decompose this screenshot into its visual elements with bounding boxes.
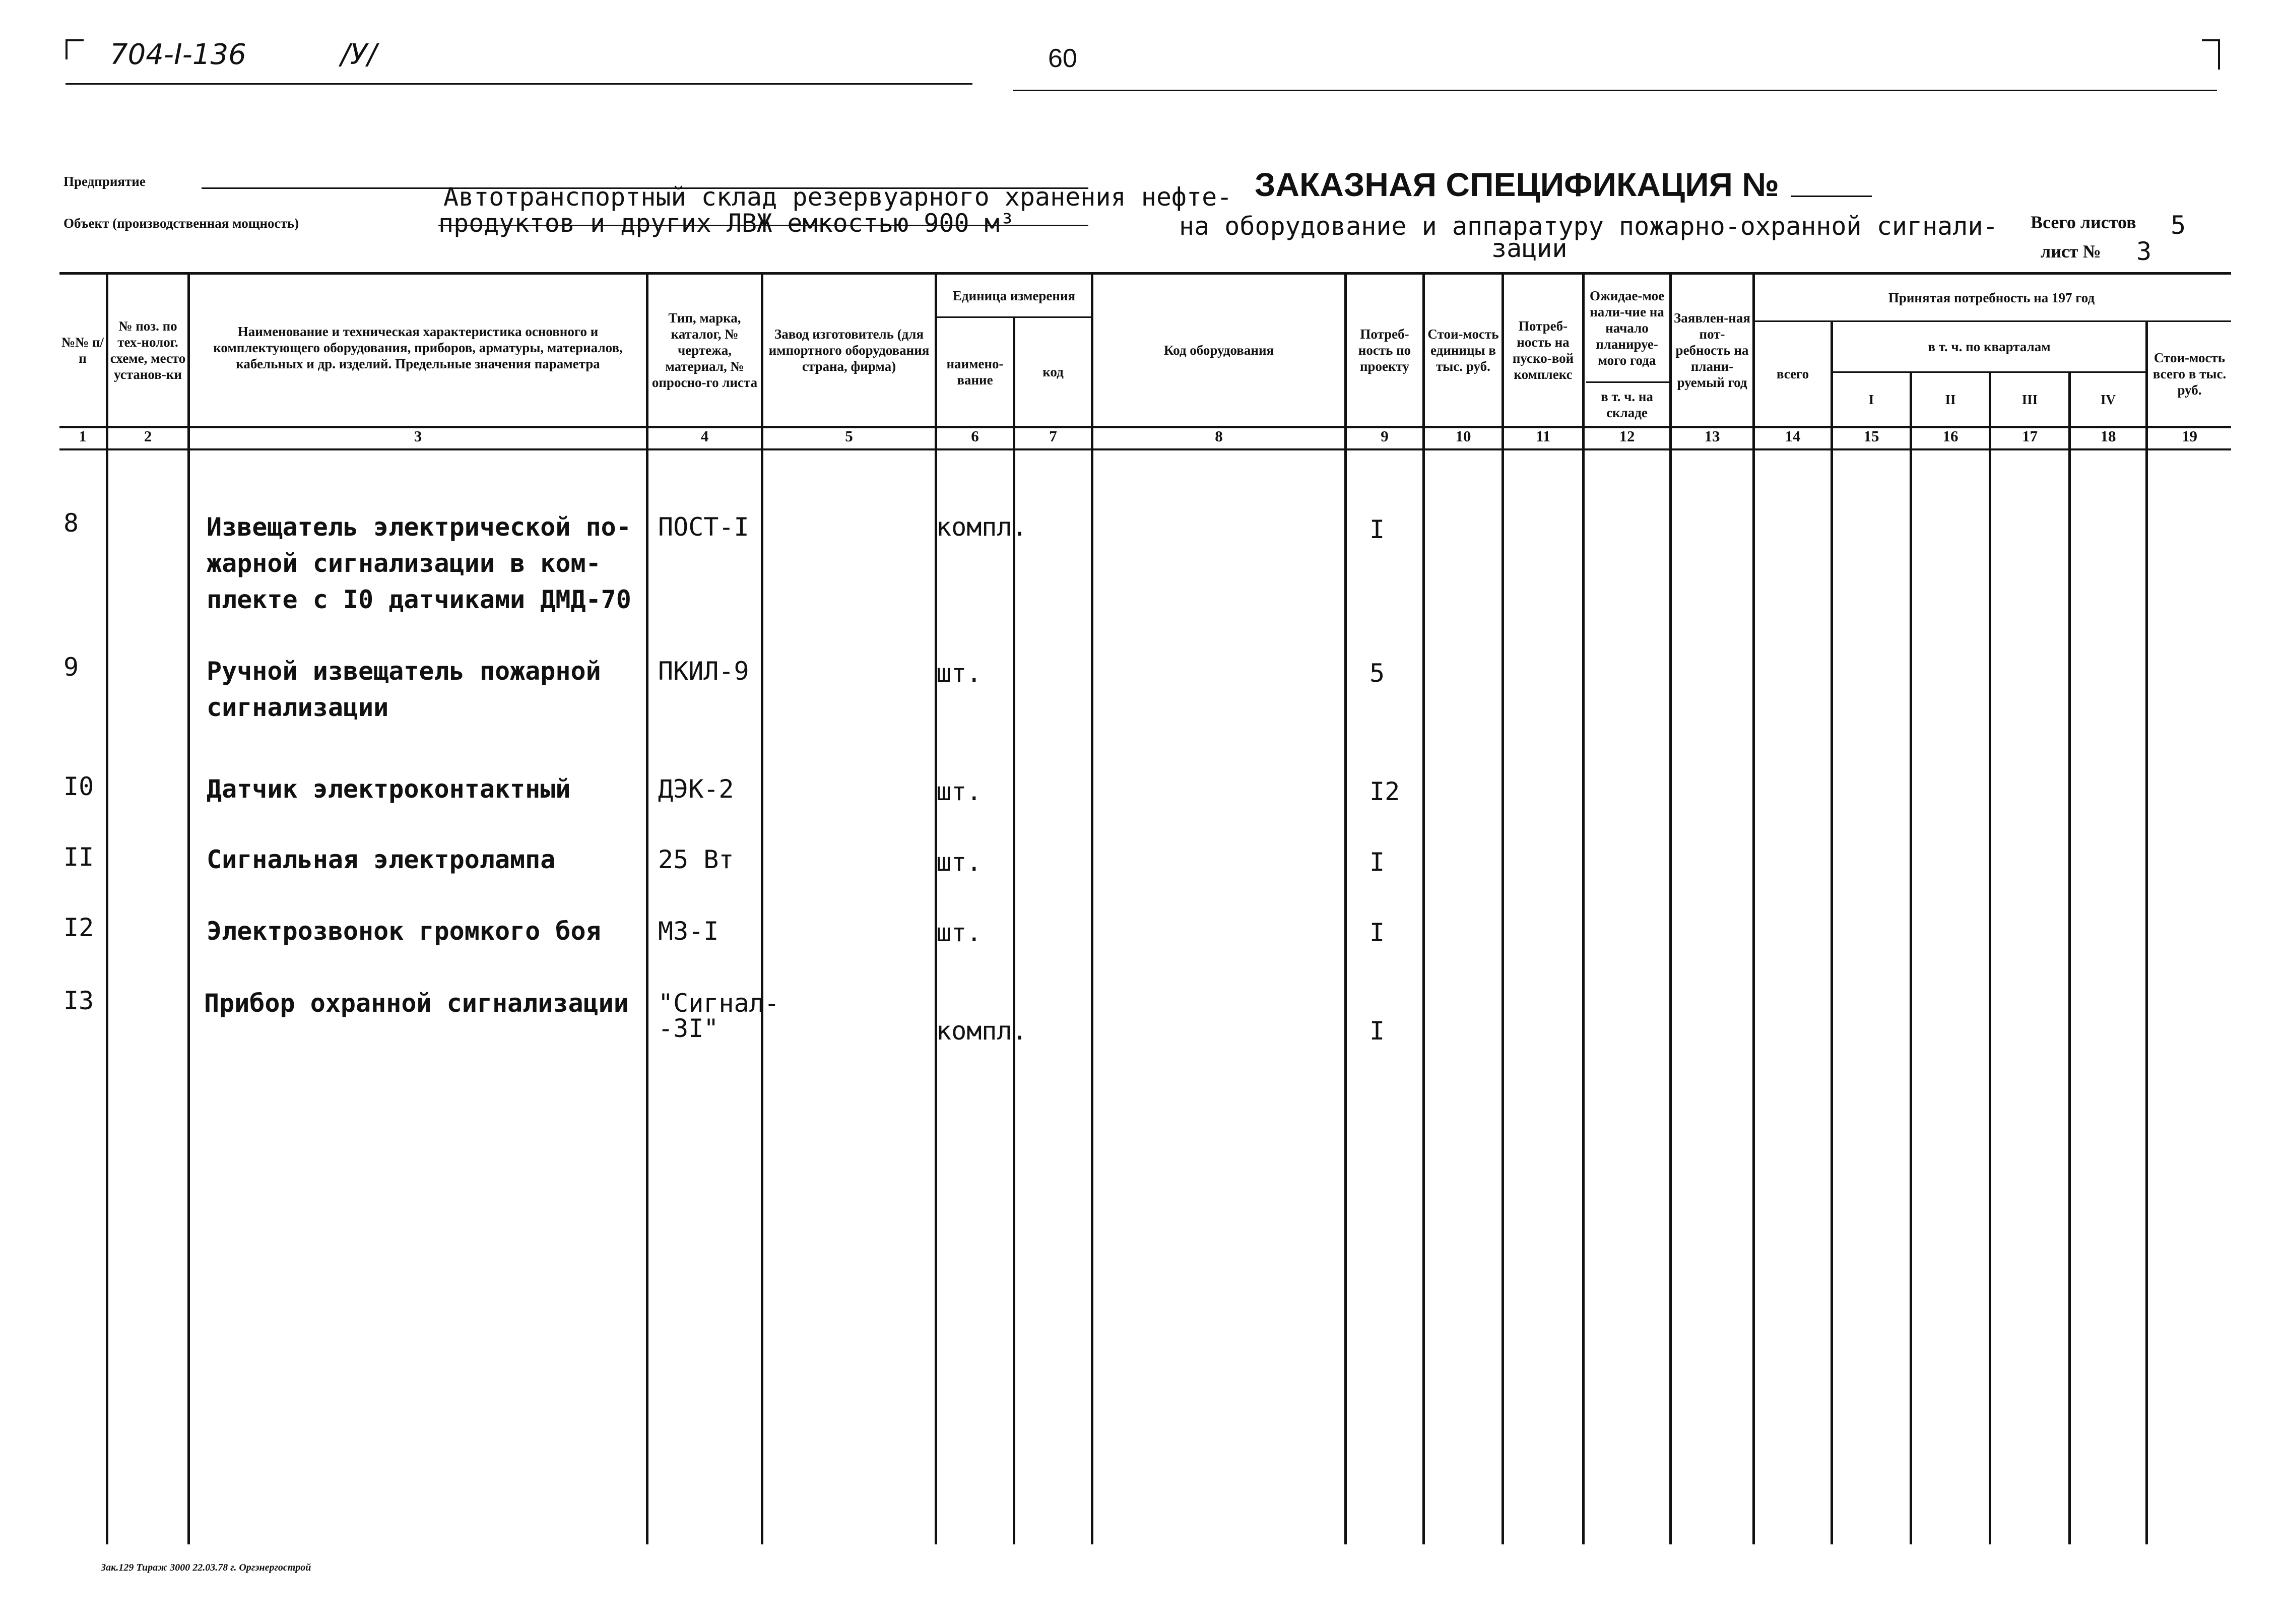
item-name-line: Извещатель электрической по- (207, 512, 631, 542)
item-type: ПОСТ-I (658, 512, 749, 542)
col-header-7: код (1042, 364, 1064, 379)
col-header-15: I (1868, 392, 1874, 407)
col-header-11: Потреб-ность на пуско-вой комплекс (1512, 318, 1574, 382)
col-header-10: Стои-мость единицы в тыс. руб. (1427, 327, 1499, 374)
row-number: II (63, 842, 94, 872)
item-type: -3I" (658, 1014, 719, 1043)
row-number: 8 (63, 508, 79, 538)
col-number: 1 (79, 427, 87, 445)
col-number: 18 (2100, 427, 2116, 445)
col-header-12-top: Ожидае-мое нали-чие на начало планируе-мого года (1589, 288, 1665, 368)
item-name-line: Прибор охранной сигнализации (204, 989, 629, 1018)
col-header-9: Потреб-ность по проекту (1358, 327, 1411, 374)
sheet-label: лист № (2041, 241, 2101, 262)
object-line-1: Автотранспортный склад резервуарного хранения нефте- (443, 182, 1232, 212)
item-type: "Сигнал- (658, 989, 779, 1018)
col-number: 2 (144, 427, 152, 445)
item-quantity: I (1369, 1016, 1385, 1046)
page-number: 60 (1048, 44, 1077, 73)
quarters-group-header: в т. ч. по кварталам (1928, 339, 2051, 354)
col-header-3: Наименование и техническая характеристика основного и комплектующего оборудования, приборов, арматуры, материалов, кабельных и др. изделий. Предельные значения параметра (213, 324, 623, 371)
item-unit: шт. (936, 918, 982, 947)
total-sheets-value: 5 (2171, 211, 2186, 240)
col-header-4: Тип, марка, каталог, № чертежа, материал, № опросно-го листа (651, 310, 758, 390)
item-name-line: Электрозвонок громкого боя (207, 917, 601, 946)
col-number: 8 (1215, 427, 1223, 445)
doc-title: ЗАКАЗНАЯ СПЕЦИФИКАЦИЯ № (1255, 166, 1779, 203)
item-type: 25 Вт (658, 845, 734, 874)
item-unit: компл. (936, 512, 1027, 542)
col-header-16: II (1945, 392, 1956, 407)
col-header-18: IV (2100, 392, 2116, 407)
col-number: 4 (700, 427, 709, 445)
enterprise-label: Предприятие (63, 174, 146, 189)
item-name-line: плекте с I0 датчиками ДМД-70 (207, 585, 631, 614)
col-header-6: наимено-вание (946, 356, 1004, 387)
item-name-line: Сигнальная электролампа (207, 845, 556, 874)
doc-code: 704-I-136 (110, 38, 246, 71)
item-unit: компл. (936, 1016, 1027, 1046)
item-quantity: I2 (1369, 777, 1400, 806)
col-number: 15 (1863, 427, 1879, 445)
col-number: 11 (1535, 427, 1551, 445)
col-number: 14 (1785, 427, 1801, 445)
item-unit: шт. (936, 659, 982, 688)
item-type: ПКИЛ-9 (658, 657, 749, 686)
row-number: I3 (63, 986, 94, 1015)
item-quantity: I (1369, 918, 1385, 947)
col-number: 3 (414, 427, 422, 445)
print-note: Зак.129 Тираж 3000 22.03.78 г. Оргэнергострой (101, 1562, 311, 1573)
item-name-line: сигнализации (207, 693, 389, 722)
col-header-2: № поз. по тех-нолог. схеме, место установ-ки (110, 318, 186, 382)
item-quantity: I (1369, 848, 1385, 877)
doc-mark: /У/ (341, 38, 377, 71)
col-header-12-bottom: в т. ч. на складе (1601, 388, 1653, 420)
item-unit: шт. (936, 848, 982, 877)
col-number: 19 (2182, 427, 2197, 445)
col-number: 13 (1704, 427, 1720, 445)
object-line-2: продуктов и других ЛВЖ емкостью 900 м³ (438, 209, 1015, 238)
col-number: 10 (1455, 427, 1471, 445)
item-quantity: I (1369, 515, 1385, 544)
col-header-17: III (2021, 392, 2038, 407)
col-number: 5 (845, 427, 853, 445)
col-number: 17 (2022, 427, 2038, 445)
item-name-line: жарной сигнализации в ком- (207, 549, 601, 578)
doc-subtitle-line-1: на оборудование и аппаратуру пожарно-охранной сигнали- (1179, 212, 1998, 241)
item-type: ДЭК-2 (658, 774, 734, 804)
col-header-1: №№ п/п (61, 335, 104, 366)
item-name-line: Ручной извещатель пожарной (207, 657, 601, 686)
item-unit: шт. (936, 777, 982, 806)
row-number: I2 (63, 913, 94, 942)
col-header-14: всего (1776, 366, 1809, 381)
sheet-number: 3 (2136, 237, 2152, 266)
row-number: 9 (63, 653, 79, 682)
col-header-13: Заявлен-ная пот-ребность на плани-руемый год (1674, 310, 1750, 390)
col-number: 9 (1381, 427, 1389, 445)
item-type: МЗ-I (658, 917, 719, 946)
col-number: 12 (1619, 427, 1635, 445)
unit-group-header: Единица измерения (952, 288, 1076, 303)
row-number: I0 (63, 772, 94, 801)
item-name-line: Датчик электроконтактный (207, 774, 571, 804)
col-number: 6 (971, 427, 979, 445)
doc-subtitle-line-2: зации (1491, 234, 1568, 263)
col-header-8: Код оборудования (1163, 343, 1274, 358)
item-quantity: 5 (1369, 659, 1385, 688)
col-header-5: Завод изготовитель (для импортного оборудования страна, фирма) (768, 327, 930, 374)
object-label: Объект (производственная мощность) (63, 216, 299, 231)
total-sheets-label: Всего листов (2031, 212, 2136, 232)
col-number: 16 (1942, 427, 1958, 445)
col-number: 7 (1049, 427, 1057, 445)
col-header-19: Стои-мость всего в тыс. руб. (2152, 350, 2227, 398)
need-group-header: Принятая потребность на 197 год (1888, 290, 2095, 305)
